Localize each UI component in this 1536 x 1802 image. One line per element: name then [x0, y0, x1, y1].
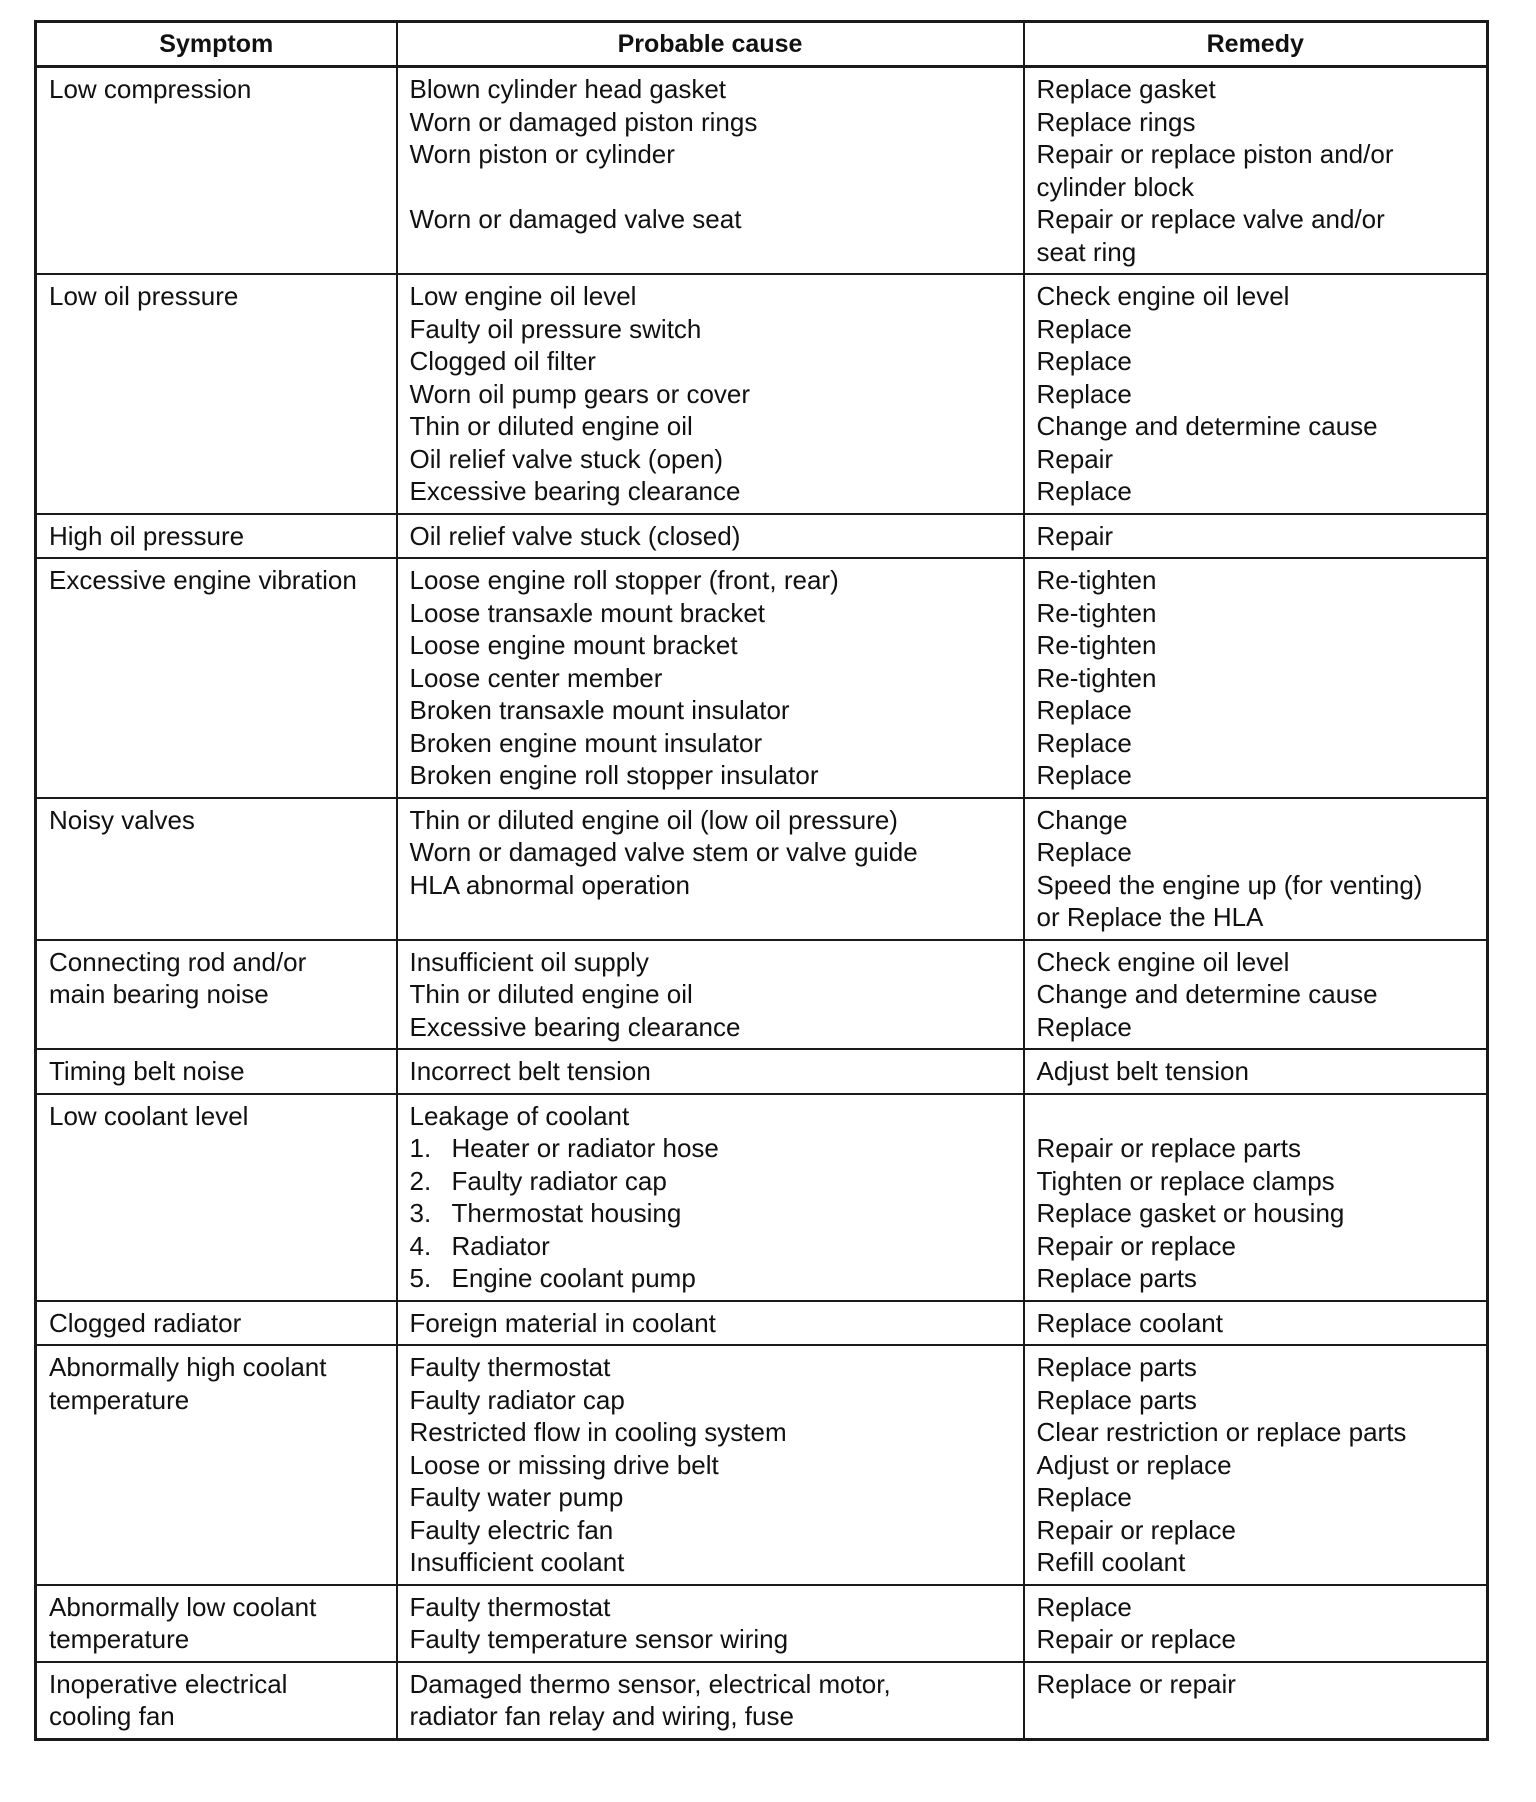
symptom-cell-line: Low coolant level [49, 1100, 249, 1131]
list-text: Radiator [451, 1230, 550, 1261]
remedy-cell-line: Repair or replace parts [1036, 1133, 1301, 1163]
symptom-cell [36, 1662, 397, 1740]
symptom-cell-line: High oil pressure [49, 520, 245, 551]
symptom-cell-line: Clogged radiator [49, 1307, 242, 1338]
header-symptom: Symptom [36, 22, 397, 67]
symptom-cell [36, 1049, 397, 1094]
probable-cause-cell-line: Worn oil pump gears or cover [409, 378, 751, 409]
probable-cause-cell-line: Worn piston or cylinder [409, 139, 675, 169]
symptom-cell-line: Timing belt noise [49, 1056, 245, 1086]
remedy-cell [1024, 1345, 1488, 1585]
probable-cause-cell [397, 1345, 1024, 1585]
remedy-cell-line: Adjust belt tension [1036, 1056, 1249, 1086]
troubleshooting-page [34, 20, 1486, 1741]
remedy-cell-line: Speed the engine up (for venting) [1036, 869, 1423, 900]
remedy-cell-line: Replace parts [1036, 1384, 1197, 1415]
probable-cause-cell [397, 1301, 1024, 1346]
remedy-cell-line: Re-tighten [1036, 565, 1157, 595]
probable-cause-cell-line: Oil relief valve stuck (closed) [409, 520, 741, 551]
probable-cause-cell-line: HLA abnormal operation [409, 869, 690, 900]
remedy-cell-line: seat ring [1036, 236, 1137, 267]
table-row [36, 1662, 1488, 1740]
table-row [36, 558, 1488, 798]
probable-cause-cell-line: Excessive bearing clearance [409, 1011, 741, 1042]
probable-cause-cell [397, 798, 1024, 940]
probable-cause-cell-line: Thin or diluted engine oil [409, 411, 693, 441]
symptom-cell-line: Low compression [49, 74, 252, 104]
probable-cause-cell-line: Oil relief valve stuck (open) [409, 443, 724, 474]
probable-cause-cell-line: Low engine oil level [409, 281, 637, 311]
probable-cause-cell-line: Thin or diluted engine oil [409, 979, 693, 1009]
probable-cause-cell-line: Blown cylinder head gasket [409, 74, 727, 104]
table-row [36, 67, 1488, 275]
symptom-cell-line: temperature [49, 1624, 190, 1654]
remedy-cell-line: Re-tighten [1036, 597, 1157, 628]
remedy-cell-line: Replace coolant [1036, 1307, 1223, 1338]
probable-cause-cell-line: Faulty water pump [409, 1482, 624, 1512]
table-row [36, 1301, 1488, 1346]
probable-cause-cell-line: Faulty temperature sensor wiring [409, 1624, 789, 1654]
table-row [36, 1585, 1488, 1662]
remedy-cell-line: Replace [1036, 378, 1132, 409]
remedy-cell-line: Replace parts [1036, 1263, 1197, 1293]
symptom-cell-line: Excessive engine vibration [49, 565, 357, 595]
list-number: 3. [409, 1198, 432, 1228]
probable-cause-cell-line [410, 171, 1017, 204]
probable-cause-cell-line: Worn or damaged valve stem or valve guide [409, 837, 918, 867]
probable-cause-cell-line: Incorrect belt tension [409, 1056, 651, 1086]
probable-cause-cell [397, 558, 1024, 798]
remedy-cell-line: Check engine oil level [1036, 281, 1290, 311]
troubleshooting-table [34, 20, 1489, 1741]
probable-cause-cell-line: Loose center member [409, 662, 663, 693]
list-number: 1. [409, 1133, 432, 1163]
symptom-cell [36, 514, 397, 559]
remedy-cell-line: Adjust or replace [1036, 1449, 1232, 1480]
probable-cause-cell-line: Worn or damaged piston rings [409, 106, 758, 137]
symptom-cell-line: temperature [49, 1384, 190, 1415]
probable-cause-cell [397, 67, 1024, 275]
remedy-cell-line: cylinder block [1036, 171, 1195, 202]
remedy-cell-line: Replace [1036, 313, 1132, 344]
remedy-cell-line: Change [1036, 804, 1128, 835]
remedy-cell [1024, 1049, 1488, 1094]
remedy-cell-line: Tighten or replace clamps [1036, 1165, 1335, 1196]
table-header-row [36, 22, 1488, 67]
symptom-cell [36, 274, 397, 514]
list-number: 2. [409, 1165, 432, 1196]
remedy-cell-line: Check engine oil level [1036, 946, 1290, 977]
probable-cause-cell [397, 514, 1024, 559]
probable-cause-cell-line [410, 236, 1017, 269]
probable-cause-cell-line: Faulty oil pressure switch [409, 313, 702, 344]
symptom-cell [36, 67, 397, 275]
remedy-cell-line: Replace [1036, 1591, 1132, 1622]
symptom-cell [36, 1585, 397, 1662]
probable-cause-cell [397, 1585, 1024, 1662]
remedy-cell-line: Replace gasket or housing [1036, 1198, 1345, 1228]
symptom-cell-line: Abnormally high coolant [49, 1352, 327, 1382]
table-row [36, 798, 1488, 940]
probable-cause-cell-line: Insufficient oil supply [409, 946, 649, 977]
remedy-cell-line: Replace gasket [1036, 74, 1216, 104]
probable-cause-cell-line [410, 1165, 1017, 1198]
remedy-cell-line: Repair or replace piston and/or [1036, 139, 1394, 169]
remedy-cell-line: Refill coolant [1036, 1547, 1186, 1577]
remedy-cell-line: Replace [1036, 476, 1132, 506]
remedy-cell-line: Re-tighten [1036, 630, 1157, 660]
table-row [36, 1345, 1488, 1585]
symptom-cell [36, 558, 397, 798]
probable-cause-cell [397, 1049, 1024, 1094]
probable-cause-cell-line: Insufficient coolant [409, 1547, 625, 1577]
remedy-cell-line: Replace [1036, 695, 1132, 725]
probable-cause-cell [397, 1662, 1024, 1740]
probable-cause-cell-line [410, 1262, 1017, 1295]
probable-cause-cell-line: Restricted flow in cooling system [409, 1417, 787, 1447]
list-number: 4. [409, 1230, 432, 1261]
table-row [36, 940, 1488, 1050]
remedy-cell [1024, 67, 1488, 275]
probable-cause-cell-line: Excessive bearing clearance [409, 476, 741, 506]
probable-cause-cell-line: Broken engine mount insulator [409, 727, 763, 758]
remedy-cell [1024, 1662, 1488, 1740]
remedy-cell [1024, 274, 1488, 514]
probable-cause-cell-line: Worn or damaged valve seat [409, 204, 742, 234]
remedy-cell [1024, 940, 1488, 1050]
probable-cause-cell-line [410, 1230, 1017, 1263]
remedy-cell-line: Repair or replace valve and/or [1036, 204, 1385, 234]
remedy-cell-line: Repair or replace [1036, 1514, 1236, 1545]
remedy-cell-line: Replace [1036, 346, 1132, 376]
probable-cause-cell [397, 274, 1024, 514]
probable-cause-cell-line [410, 1132, 1017, 1165]
probable-cause-cell-line: Faulty electric fan [409, 1514, 614, 1545]
remedy-cell-line: Replace [1036, 1011, 1132, 1042]
symptom-cell [36, 940, 397, 1050]
probable-cause-cell-line: Leakage of coolant [409, 1100, 630, 1131]
symptom-cell-line: Inoperative electrical [49, 1668, 288, 1699]
probable-cause-cell-line [410, 901, 1017, 934]
symptom-cell [36, 1094, 397, 1301]
remedy-cell [1024, 1585, 1488, 1662]
table-body [36, 67, 1488, 1740]
list-text: Heater or radiator hose [451, 1133, 719, 1163]
symptom-cell-line: main bearing noise [49, 979, 269, 1009]
header-probable-cause: Probable cause [397, 22, 1024, 67]
probable-cause-cell-line: Damaged thermo sensor, electrical motor, [409, 1668, 891, 1699]
header-remedy: Remedy [1024, 22, 1488, 67]
symptom-cell-line: cooling fan [49, 1701, 175, 1731]
probable-cause-cell-line: Faulty thermostat [409, 1591, 611, 1622]
probable-cause-cell [397, 1094, 1024, 1301]
probable-cause-cell-line: Broken engine roll stopper insulator [409, 760, 819, 790]
list-text: Faulty radiator cap [451, 1165, 667, 1196]
table-row [36, 1094, 1488, 1301]
remedy-cell-line: Replace or repair [1036, 1668, 1236, 1699]
symptom-cell [36, 798, 397, 940]
probable-cause-cell-line: Clogged oil filter [409, 346, 596, 376]
table-row [36, 1049, 1488, 1094]
list-text: Thermostat housing [451, 1198, 682, 1228]
remedy-cell-line: Replace [1036, 760, 1132, 790]
remedy-cell-line: Repair [1036, 443, 1114, 474]
probable-cause-cell-line: Loose transaxle mount bracket [409, 597, 766, 628]
remedy-cell-line: Re-tighten [1036, 662, 1157, 693]
symptom-cell [36, 1345, 397, 1585]
remedy-cell-line [1037, 1100, 1481, 1133]
probable-cause-cell [397, 940, 1024, 1050]
remedy-cell-line: Repair or replace [1036, 1624, 1236, 1654]
symptom-cell-line: Abnormally low coolant [49, 1591, 317, 1622]
remedy-cell-line: Replace rings [1036, 106, 1196, 137]
symptom-cell-line: Connecting rod and/or [49, 946, 307, 977]
remedy-cell-line: Replace [1036, 1482, 1132, 1512]
remedy-cell-line: Replace [1036, 727, 1132, 758]
table-row [36, 274, 1488, 514]
probable-cause-cell-line: Faulty radiator cap [409, 1384, 625, 1415]
probable-cause-cell-line: radiator fan relay and wiring, fuse [409, 1701, 794, 1731]
probable-cause-cell-line: Broken transaxle mount insulator [409, 695, 790, 725]
list-text: Engine coolant pump [451, 1263, 696, 1293]
remedy-cell-line: Clear restriction or replace parts [1036, 1417, 1407, 1447]
list-number: 5. [409, 1263, 432, 1293]
probable-cause-cell-line: Loose or missing drive belt [409, 1449, 719, 1480]
probable-cause-cell-line: Loose engine mount bracket [409, 630, 738, 660]
remedy-cell [1024, 798, 1488, 940]
remedy-cell-line: Replace parts [1036, 1352, 1197, 1382]
probable-cause-cell-line: Loose engine roll stopper (front, rear) [409, 565, 839, 595]
remedy-cell-line: Repair [1036, 520, 1114, 551]
remedy-cell-line: Change and determine cause [1036, 979, 1378, 1009]
remedy-cell-line: Replace [1036, 837, 1132, 867]
remedy-cell [1024, 1094, 1488, 1301]
remedy-cell [1024, 514, 1488, 559]
probable-cause-cell-line: Faulty thermostat [409, 1352, 611, 1382]
table-row [36, 514, 1488, 559]
remedy-cell [1024, 558, 1488, 798]
remedy-cell-line: Repair or replace [1036, 1230, 1236, 1261]
probable-cause-cell-line: Foreign material in coolant [409, 1307, 716, 1338]
remedy-cell-line: Change and determine cause [1036, 411, 1378, 441]
remedy-cell-line: or Replace the HLA [1036, 902, 1264, 932]
probable-cause-cell-line: Thin or diluted engine oil (low oil pressure) [409, 804, 898, 835]
probable-cause-cell-line [410, 1197, 1017, 1230]
symptom-cell-line: Low oil pressure [49, 281, 239, 311]
symptom-cell [36, 1301, 397, 1346]
symptom-cell-line: Noisy valves [49, 804, 195, 835]
remedy-cell [1024, 1301, 1488, 1346]
